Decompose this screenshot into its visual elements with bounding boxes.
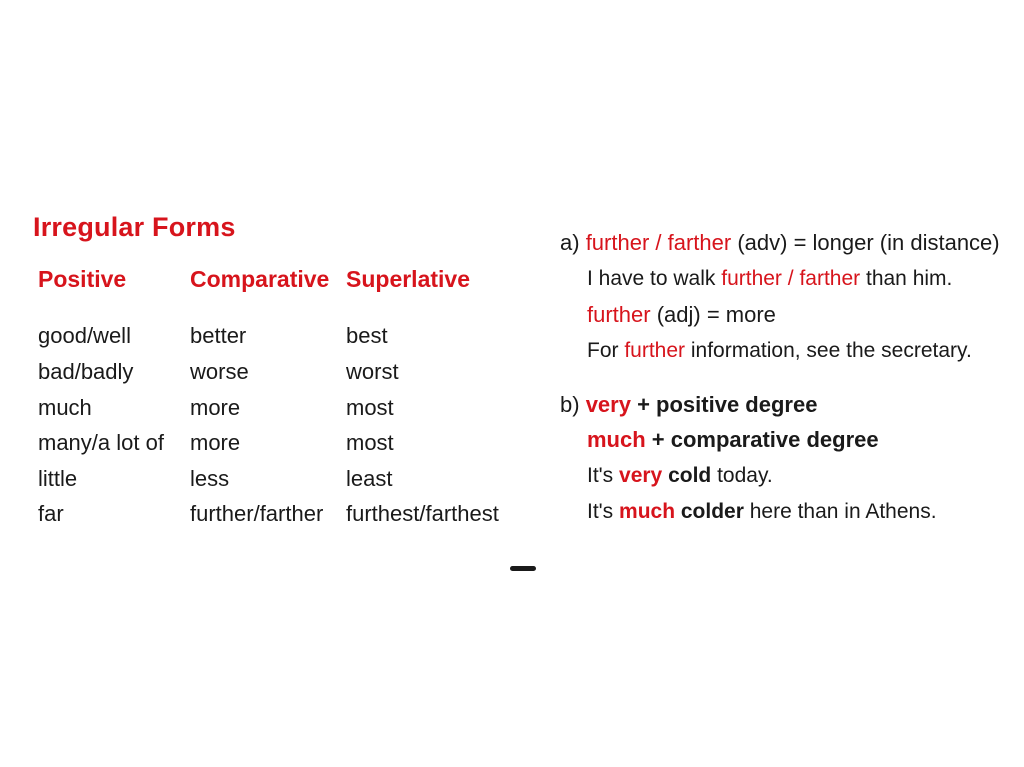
red-word: further: [721, 267, 782, 290]
table-cell-positive: many/a lot of: [38, 430, 164, 455]
red-separator: /: [781, 267, 800, 290]
red-word: very: [585, 392, 631, 417]
note-text: + comparative degree: [645, 427, 879, 452]
note-text: today.: [711, 464, 773, 487]
header-superlative: Superlative: [346, 266, 470, 292]
table-cell-superlative: most: [346, 395, 394, 420]
table-cell-comparative: more: [190, 430, 241, 455]
note-text: For: [587, 339, 625, 362]
header-positive: Positive: [38, 266, 127, 292]
note-b-line-3: [587, 464, 773, 488]
table-cell-superlative: most: [346, 430, 394, 455]
table-cell-superlative: least: [346, 466, 393, 491]
header-comparative: Comparative: [190, 266, 330, 292]
table-cell-positive: much: [38, 395, 92, 420]
note-text: It's: [587, 500, 620, 523]
note-a-line-3: [587, 302, 776, 328]
red-word: farther: [799, 267, 861, 290]
red-word: further: [587, 302, 651, 327]
note-b-marker: b): [560, 392, 580, 417]
red-word: much: [587, 427, 646, 452]
note-a-line-1: [560, 230, 1000, 256]
note-text: information, see the secretary.: [685, 339, 972, 362]
table-cell-superlative: worst: [346, 359, 399, 384]
table-cell-comparative: further/farther: [190, 501, 324, 526]
bold-word: colder: [675, 500, 744, 523]
note-a-line-4: [587, 339, 972, 363]
section-title: Irregular Forms: [33, 212, 236, 242]
red-word: much: [619, 500, 676, 523]
note-a-line-2: [587, 267, 952, 291]
note-text: than him.: [860, 267, 953, 290]
note-text: here than in Athens.: [743, 500, 937, 523]
red-word: further: [585, 230, 650, 255]
note-b-line-1: [560, 392, 817, 418]
table-cell-comparative: better: [190, 323, 247, 348]
note-b-line-2: [587, 427, 879, 453]
red-word: very: [619, 464, 663, 487]
note-b-line-4: [587, 500, 937, 524]
bold-word: cold: [662, 464, 712, 487]
note-a-marker: a): [560, 230, 580, 255]
table-cell-positive: bad/badly: [38, 359, 134, 384]
note-text: + positive degree: [630, 392, 818, 417]
page-number-fragment: [510, 566, 536, 571]
table-cell-positive: far: [38, 501, 64, 526]
table-cell-superlative: furthest/farthest: [346, 501, 499, 526]
note-text: (adj) = more: [650, 302, 776, 327]
note-text: It's: [587, 464, 620, 487]
table-cell-positive: good/well: [38, 323, 131, 348]
table-cell-positive: little: [38, 466, 78, 491]
red-separator: /: [649, 230, 668, 255]
table-cell-comparative: worse: [190, 359, 249, 384]
note-text: I have to walk: [587, 267, 722, 290]
red-word: further: [624, 339, 686, 362]
table-cell-comparative: less: [190, 466, 230, 491]
red-word: farther: [667, 230, 732, 255]
note-text: (adv) = longer (in distance): [731, 230, 1000, 255]
table-cell-comparative: more: [190, 395, 241, 420]
table-cell-superlative: best: [346, 323, 388, 348]
